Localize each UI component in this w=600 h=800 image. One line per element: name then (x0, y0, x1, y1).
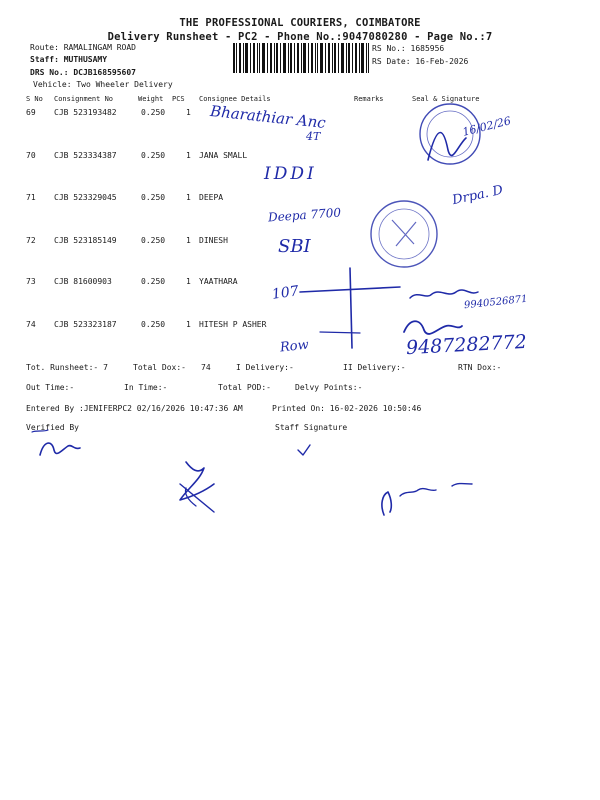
col-pcs: PCS (172, 95, 185, 103)
row-sno: 70 (26, 151, 36, 160)
row-pcs: 1 (186, 277, 191, 286)
ii-delivery: II Delivery:- (343, 363, 406, 372)
row-sno: 72 (26, 236, 36, 245)
handwriting-phone73: 9940526871 (463, 293, 529, 312)
row-consignee: JANA SMALL (199, 151, 248, 160)
company-stamp (371, 104, 480, 267)
col-remarks: Remarks (354, 95, 384, 103)
col-seal-signature: Seal & Signature (412, 95, 480, 103)
row-sno: 71 (26, 193, 36, 202)
company-title: THE PROFESSIONAL COURIERS, COIMBATORE (179, 17, 421, 29)
handwriting-row72: SBI (278, 236, 311, 257)
row-pcs: 1 (186, 151, 191, 160)
row-consignee: YAATHARA (199, 277, 238, 286)
row-sno: 74 (26, 320, 36, 329)
row-consignee: DEEPA (199, 193, 224, 202)
handwriting-date: 16/02/26 (461, 114, 513, 139)
total-runsheet: Tot. Runsheet:- 7 (26, 363, 108, 372)
i-delivery: I Delivery:- (236, 363, 294, 372)
rtn-dox: RTN Dox:- (458, 363, 502, 372)
row-consignee: HITESH P ASHER (199, 320, 267, 329)
handwriting-sign71: Drpa. D (451, 182, 505, 209)
col-consignment: Consignment No (54, 95, 114, 103)
out-time: Out Time:- (26, 383, 75, 392)
row-weight: 0.250 (141, 236, 166, 245)
handwriting-row74: Row (279, 337, 310, 356)
row-consignment: CJB 81600903 (54, 277, 112, 286)
verified-by-label: Verified By (26, 423, 79, 432)
drs-number: DRS No.: DCJB168595607 (30, 68, 136, 77)
runsheet-title: Delivery Runsheet - PC2 - Phone No.:9047080280 - Page No.:7 (107, 31, 493, 43)
handwriting-row70: IDDI (264, 164, 317, 184)
col-weight: Weight (138, 95, 164, 103)
col-sno: S No (26, 95, 43, 103)
row-consignee: DINESH (199, 236, 228, 245)
row-consignment: CJB 523323187 (54, 320, 117, 329)
handwriting-row69b: 4T (306, 130, 321, 143)
row-pcs: 1 (186, 193, 191, 202)
total-dox-value: 74 (201, 363, 211, 372)
handwriting-row69: Bharathiar Anc (209, 101, 327, 133)
printed-on: Printed On: 16-02-2026 10:50:46 (272, 404, 422, 413)
row-weight: 0.250 (141, 151, 166, 160)
row-weight: 0.250 (141, 320, 166, 329)
delivery-points: Delvy Points:- (295, 383, 363, 392)
total-pod: Total POD:- (218, 383, 271, 392)
row-consignment: CJB 523185149 (54, 236, 117, 245)
handwriting-phone74: 9487282772 (405, 330, 528, 360)
route-label: Route: RAMALINGAM ROAD (30, 43, 136, 52)
row-weight: 0.250 (141, 277, 166, 286)
rs-number: RS No.: 1685956 (372, 44, 445, 53)
total-dox-label: Total Dox:- (133, 363, 186, 372)
row-pcs: 1 (186, 320, 191, 329)
row-weight: 0.250 (141, 108, 166, 117)
staff-label: Staff: MUTHUSAMY (30, 55, 108, 64)
row-consignment: CJB 523334387 (54, 151, 117, 160)
staff-signature-label: Staff Signature (275, 423, 348, 432)
row-pcs: 1 (186, 236, 191, 245)
in-time: In Time:- (124, 383, 168, 392)
col-consignee: Consignee Details (199, 95, 271, 103)
handwriting-row73: 107 (271, 283, 300, 303)
row-pcs: 1 (186, 108, 191, 117)
row-sno: 69 (26, 108, 36, 117)
row-sno: 73 (26, 277, 36, 286)
handwriting-row71: Deepa 7700 (267, 205, 342, 225)
row-weight: 0.250 (141, 193, 166, 202)
row-consignment: CJB 523193482 (54, 108, 117, 117)
row-consignment: CJB 523329045 (54, 193, 117, 202)
entered-by: Entered By :JENIFERPC2 02/16/2026 10:47:36 AM (26, 404, 243, 413)
rs-date: RS Date: 16-Feb-2026 (372, 57, 469, 66)
vehicle-label: Vehicle: Two Wheeler Delivery (33, 80, 173, 89)
